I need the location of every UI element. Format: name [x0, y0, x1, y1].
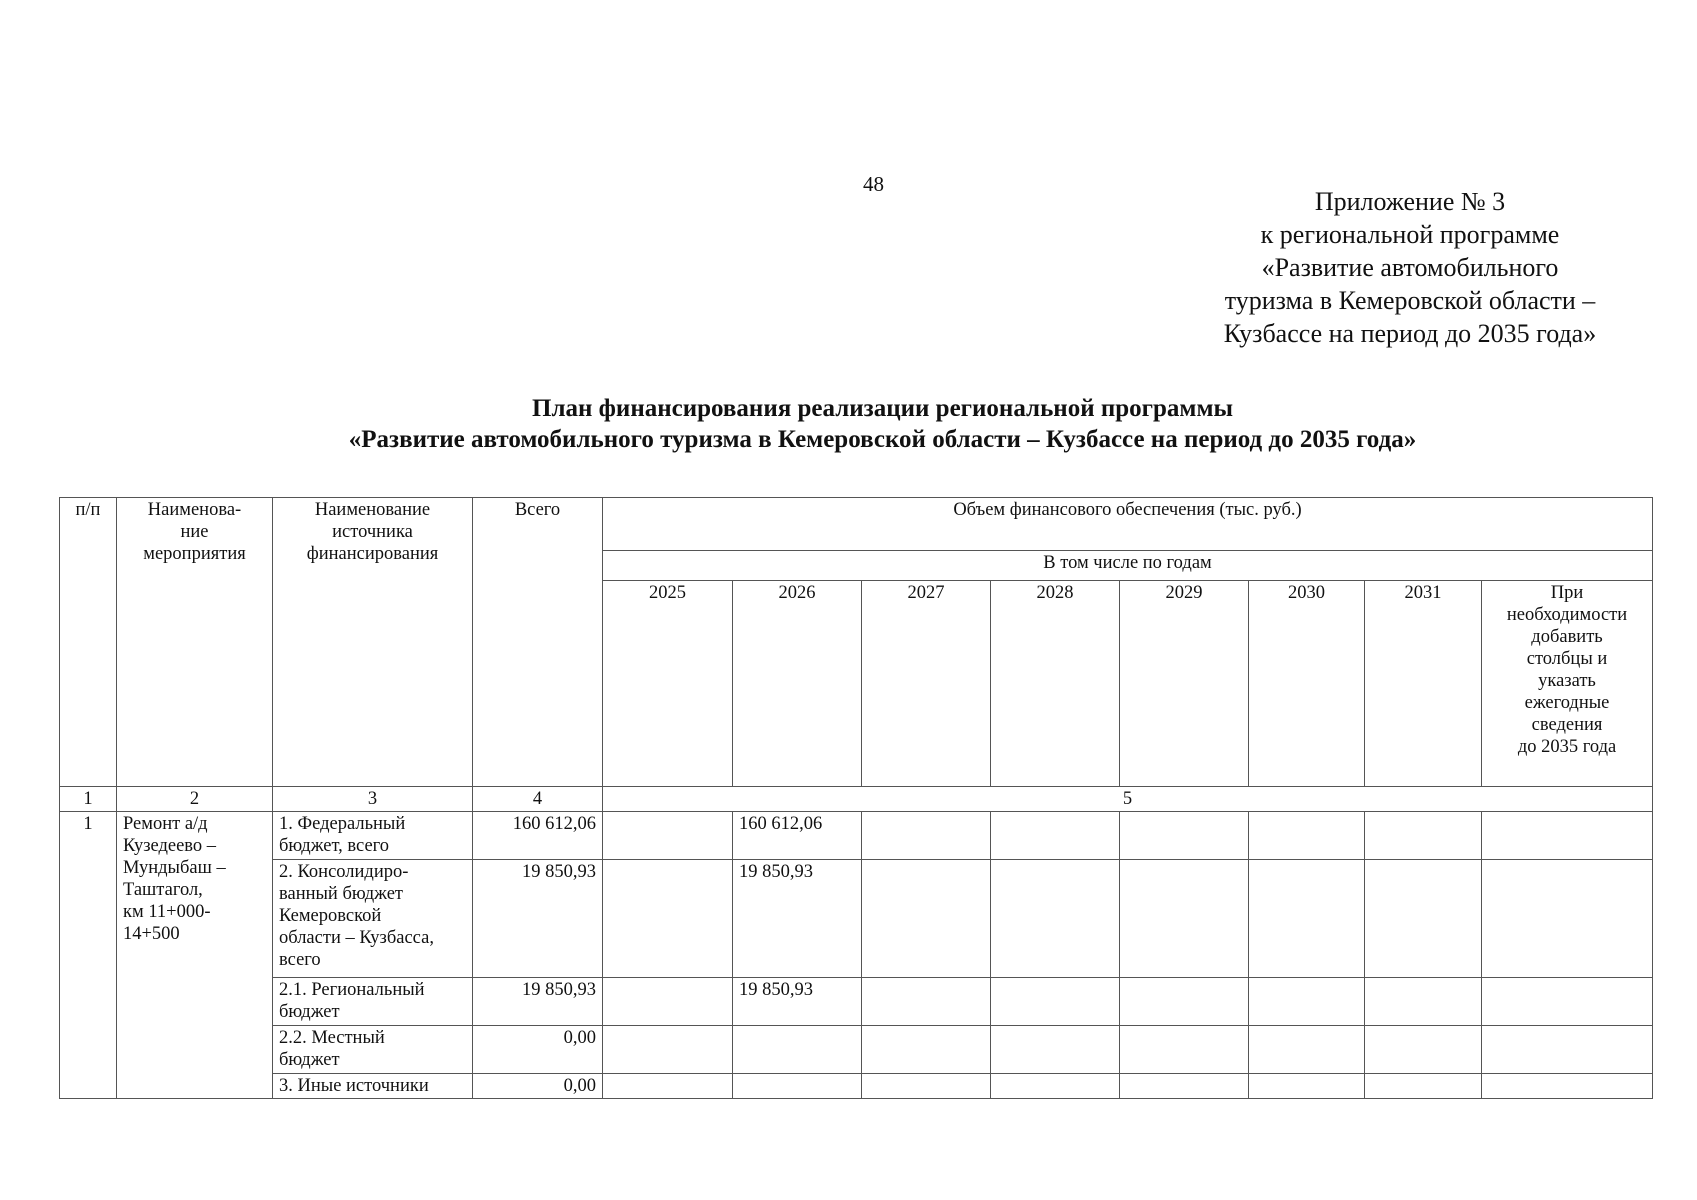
year-cell-2028 [991, 1026, 1120, 1074]
year-cell-2027 [862, 812, 991, 860]
header-event [117, 498, 273, 787]
year-cell-2027 [862, 978, 991, 1026]
title-line-1: План финансирования реализации региональной программы [532, 395, 1233, 422]
year-cell-2026 [733, 1074, 862, 1099]
source-text: бюджет, всего [279, 836, 390, 856]
year-cell-2027 [862, 1026, 991, 1074]
year-cell-2029 [1120, 860, 1249, 978]
header-text: мероприятия [143, 544, 246, 564]
event-text: 14+500 [123, 924, 180, 944]
event-text: Таштагол, [123, 880, 203, 900]
header-text: указать [1538, 671, 1596, 691]
source-label [273, 1074, 473, 1099]
total-cell: 0,00 [473, 1026, 603, 1074]
source-text: бюджет [279, 1050, 340, 1070]
column-number: 3 [273, 787, 473, 812]
year-cell-2028 [991, 860, 1120, 978]
appendix-line: Кузбассе на период до 2035 года» [1223, 319, 1597, 348]
source-text: 2.2. Местный [279, 1028, 385, 1048]
header-year: 2031 [1365, 581, 1482, 787]
appendix-line: к региональной программе [1260, 220, 1560, 249]
header-year: 2026 [733, 581, 862, 787]
header-text: финансирования [306, 544, 439, 564]
header-text: до 2035 года [1517, 737, 1617, 757]
total-cell: 19 850,93 [473, 978, 603, 1026]
year-cell-2030 [1249, 1026, 1365, 1074]
year-cell-2029 [1120, 812, 1249, 860]
header-text: столбцы и [1526, 649, 1608, 669]
header-year: 2027 [862, 581, 991, 787]
source-text: 3. Иные источники [279, 1076, 429, 1096]
column-number-row [60, 787, 1653, 812]
page-number: 48 [863, 172, 884, 196]
year-cell-extra [1482, 812, 1653, 860]
year-cell-2026: 160 612,06 [733, 812, 862, 860]
header-text: добавить [1531, 627, 1603, 647]
year-cell-2031 [1365, 1026, 1482, 1074]
header-year: 2029 [1120, 581, 1249, 787]
year-cell-2027 [862, 860, 991, 978]
year-cell-extra [1482, 1074, 1653, 1099]
row-event [117, 812, 273, 1099]
header-row-1 [60, 498, 1653, 551]
year-cell-2031 [1365, 860, 1482, 978]
document-title [0, 393, 1697, 455]
year-cell-2031 [1365, 812, 1482, 860]
table-row [60, 860, 1653, 978]
header-by-years: В том числе по годам [603, 551, 1653, 581]
year-cell-2031 [1365, 978, 1482, 1026]
appendix-line: Приложение № 3 [1314, 187, 1506, 216]
header-text: Наименова- [147, 500, 242, 520]
appendix-caption [1190, 185, 1630, 350]
total-cell: 160 612,06 [473, 812, 603, 860]
header-text: источника [332, 522, 413, 542]
year-cell-2025 [603, 978, 733, 1026]
source-text: Кемеровской [279, 906, 382, 926]
event-text: Кузедеево – [123, 836, 217, 856]
year-cell-2030 [1249, 860, 1365, 978]
appendix-line: туризма в Кемеровской области – [1224, 286, 1596, 315]
year-cell-2028 [991, 812, 1120, 860]
header-source [273, 498, 473, 787]
total-cell: 0,00 [473, 1074, 603, 1099]
source-text: 1. Федеральный [279, 814, 406, 834]
header-year: 2025 [603, 581, 733, 787]
year-cell-2025 [603, 1026, 733, 1074]
header-total: Всего [473, 498, 603, 787]
event-text: км 11+000- [123, 902, 211, 922]
appendix-line: «Развитие автомобильного [1261, 253, 1559, 282]
table-row [60, 1026, 1653, 1074]
header-year: 2028 [991, 581, 1120, 787]
year-cell-2028 [991, 1074, 1120, 1099]
year-cell-2025 [603, 860, 733, 978]
source-text: 2. Консолидиро- [279, 862, 409, 882]
event-text: Мундыбаш – [123, 858, 226, 878]
year-cell-2030 [1249, 1074, 1365, 1099]
header-text: При [1550, 583, 1584, 603]
table-row [60, 978, 1653, 1026]
row-num: 1 [60, 812, 117, 1099]
source-label [273, 860, 473, 978]
year-cell-2029 [1120, 1074, 1249, 1099]
year-cell-2025 [603, 812, 733, 860]
header-text: Наименование [314, 500, 431, 520]
financing-table [59, 497, 1653, 1099]
title-line-2: «Развитие автомобильного туризма в Кемеровской области – Кузбассе на период до 2035 года» [348, 426, 1417, 453]
source-text: бюджет [279, 1002, 340, 1022]
header-text: необходимости [1506, 605, 1628, 625]
header-year: 2030 [1249, 581, 1365, 787]
header-text: ние [180, 522, 209, 542]
year-cell-2030 [1249, 978, 1365, 1026]
header-volume: Объем финансового обеспечения (тыс. руб.) [603, 498, 1653, 551]
source-text: ванный бюджет [279, 884, 403, 904]
header-text: ежегодные [1524, 693, 1610, 713]
year-cell-2029 [1120, 1026, 1249, 1074]
table-row [60, 812, 1653, 860]
source-text: 2.1. Региональный [279, 980, 425, 1000]
year-cell-extra [1482, 1026, 1653, 1074]
year-cell-2026: 19 850,93 [733, 978, 862, 1026]
year-cell-extra [1482, 860, 1653, 978]
header-num: п/п [60, 498, 117, 787]
column-number: 5 [603, 787, 1653, 812]
year-cell-2025 [603, 1074, 733, 1099]
column-number: 4 [473, 787, 603, 812]
year-cell-2026: 19 850,93 [733, 860, 862, 978]
table-row [60, 1074, 1653, 1099]
source-label [273, 1026, 473, 1074]
total-cell: 19 850,93 [473, 860, 603, 978]
event-text: Ремонт а/д [123, 814, 208, 834]
header-text: сведения [1531, 715, 1603, 735]
year-cell-2031 [1365, 1074, 1482, 1099]
year-cell-2028 [991, 978, 1120, 1026]
column-number: 1 [60, 787, 117, 812]
source-label [273, 812, 473, 860]
source-text: всего [279, 950, 321, 970]
source-label [273, 978, 473, 1026]
source-text: области – Кузбасса, [279, 928, 434, 948]
header-extra [1482, 581, 1653, 787]
year-cell-extra [1482, 978, 1653, 1026]
year-cell-2030 [1249, 812, 1365, 860]
column-number: 2 [117, 787, 273, 812]
year-cell-2026 [733, 1026, 862, 1074]
year-cell-2029 [1120, 978, 1249, 1026]
year-cell-2027 [862, 1074, 991, 1099]
